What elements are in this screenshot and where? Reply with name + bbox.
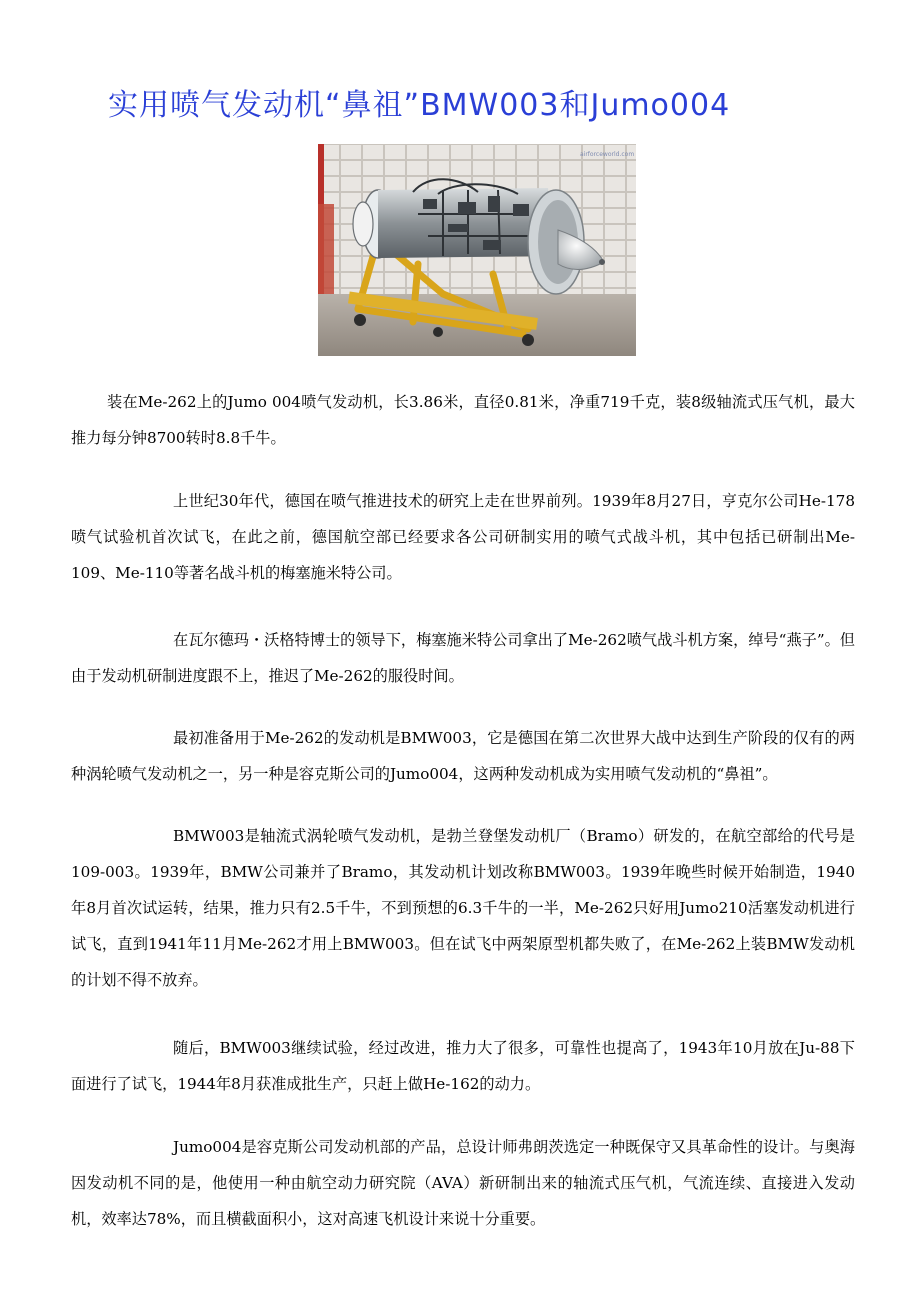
jet-engine-photo xyxy=(318,144,636,356)
paragraph-4: 最初准备用于Me-262的发动机是BMW003，它是德国在第二次世界大战中达到生产阶段的仅有的两种涡轮喷气发动机之一，另一种是容克斯公司的Jumo004，这两种发动机成为实用喷气发动机的“鼻祖”。 xyxy=(71,729,855,783)
engine-illustration xyxy=(318,144,636,356)
paragraph-2: 上世纪30年代，德国在喷气推进技术的研究上走在世界前列。1939年8月27日，亨克尔公司He-178喷气试验机首次试飞，在此之前，德国航空部已经要求各公司研制实用的喷气式战斗机，其中包括已研制出Me-109、Me-110等著名战斗机的梅塞施米特公司。 xyxy=(71,492,855,582)
page-title: 实用喷气发动机“鼻祖”BMW003和Jumo004 xyxy=(108,88,731,123)
paragraph-7: Jumo004是容克斯公司发动机部的产品，总设计师弗朗茨选定一种既保守又具革命性的设计。与奥海因发动机不同的是，他使用一种由航空动力研究院（AVA）新研制出来的轴流式压气机，气流连续、直接进入发动机，效率达78%，而且横截面积小，这对高速飞机设计来说十分重要。 xyxy=(71,1138,855,1228)
watermark-text: airforceworld.com xyxy=(580,151,635,158)
paragraph-3: 在瓦尔德玛・沃格特博士的领导下，梅塞施米特公司拿出了Me-262喷气战斗机方案，绰号“燕子”。但由于发动机研制进度跟不上，推迟了Me-262的服役时间。 xyxy=(71,631,855,685)
paragraph-1: 装在Me-262上的Jumo 004喷气发动机，长3.86米，直径0.81米，净重719千克，装8级轴流式压气机，最大推力每分钟8700转时8.8千牛。 xyxy=(71,393,855,447)
paragraph-5: BMW003是轴流式涡轮喷气发动机，是勃兰登堡发动机厂（Bramo）研发的，在航空部给的代号是109-003。1939年，BMW公司兼并了Bramo，其发动机计划改称BMW003。1939年晚些时候开始制造，1940年8月首次试运转，结果，推力只有2.5千牛，不到预想的6.3千牛的一半，Me-262只好用Jumo210活塞发动机进行试飞，直到1941年11月Me-262才用上BMW003。但在试飞中两架原型机都失败了，在Me-262上装BMW发动机的计划不得不放弃。 xyxy=(71,827,855,989)
paragraph-6: 随后，BMW003继续试验，经过改进，推力大了很多，可靠性也提高了，1943年10月放在Ju-88下面进行了试飞，1944年8月获准成批生产，只赶上做He-162的动力。 xyxy=(71,1039,855,1093)
